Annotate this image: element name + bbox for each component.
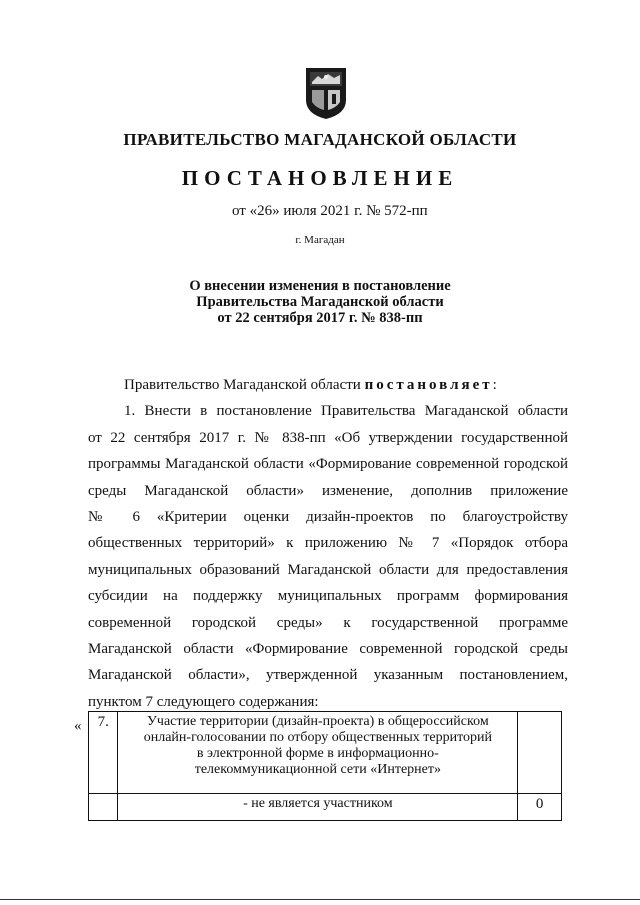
subject-line: Правительства Магаданской области [196, 294, 444, 310]
decree-verb: постановляет [364, 377, 493, 393]
body-line: субсидии на поддержку муниципальных программ формирования [88, 588, 568, 605]
intro-line: Правительство Магаданской области постановляет: [124, 377, 497, 393]
body-line: среды Магаданской области» изменение, дополнив приложение [88, 482, 568, 499]
body-line: муниципальных образований Магаданской области для предоставления [88, 561, 568, 578]
body-line: программы Магаданской области «Формирование современной городской [88, 456, 568, 473]
body-line: от 22 сентября 2017 г. № 838-пп «Об утверждении государственной [88, 429, 568, 446]
decree-title: ПОСТАНОВЛЕНИЕ [181, 166, 459, 190]
government-title: ПРАВИТЕЛЬСТВО МАГАДАНСКОЙ ОБЛАСТИ [123, 130, 517, 149]
table-row [89, 794, 562, 821]
criterion-number [89, 794, 118, 821]
criterion-text: Участие территории (дизайн-проекта) в общероссийском онлайн-голосовании по отбору общественных территорий в электронной форме в информационно- телекоммуникационной сети «Интернет» [118, 712, 518, 794]
decree-subject [0, 278, 640, 326]
subject-line: от 22 сентября 2017 г. № 838-пп [217, 310, 423, 326]
coat-of-arms-emblem [304, 66, 348, 120]
criteria-table [88, 711, 562, 821]
body-line: 1. Внести в постановление Правительства Магаданской области [124, 403, 568, 420]
subject-line: О внесении изменения в постановление [189, 278, 451, 294]
decree-body [88, 372, 568, 715]
open-quote-mark: « [74, 718, 82, 734]
body-line: Магаданской области «Формирование современной городской среды [88, 640, 568, 657]
criterion-score [518, 712, 562, 794]
body-line: Магаданской области», утвержденной указанным постановлением, [88, 667, 568, 684]
body-line: общественных территорий» к приложению № 7 «Порядок отбора [88, 535, 568, 552]
city-line: г. Магадан [295, 234, 345, 246]
table-row [89, 712, 562, 794]
decree-date-number: от «26» июля 2021 г. № 572-пп [232, 203, 428, 219]
body-line: пунктом 7 следующего содержания: [88, 693, 319, 710]
body-line: № 6 «Критерии оценки дизайн-проектов по благоустройству [88, 508, 568, 525]
criterion-option-text: - не является участником [118, 794, 518, 821]
page-bottom-rule [0, 899, 640, 900]
criterion-score: 0 [518, 794, 562, 821]
body-line: современной городской среды» к государственной программе [88, 614, 568, 631]
criterion-number: 7. [89, 712, 118, 794]
